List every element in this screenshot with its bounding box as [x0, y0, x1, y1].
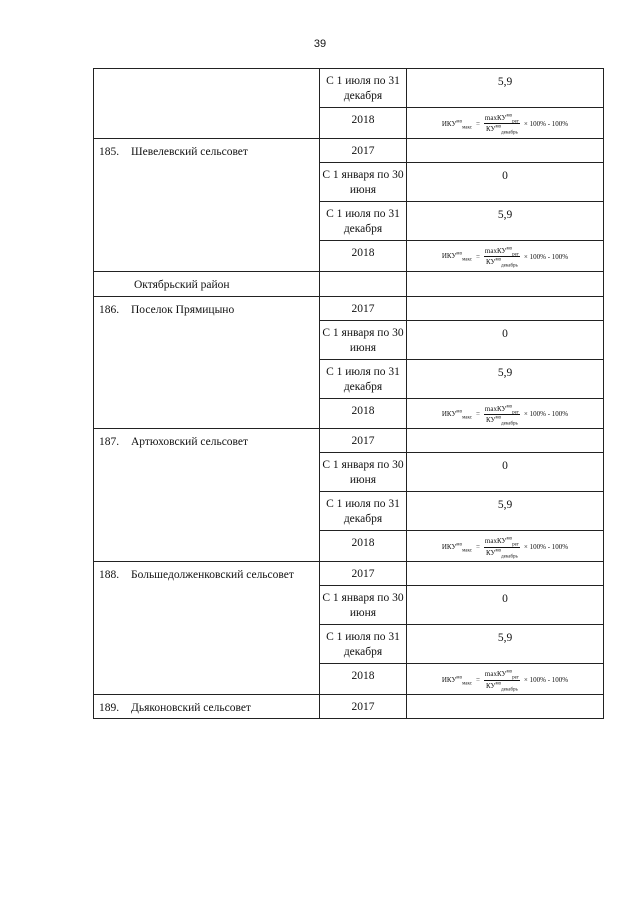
formula-eq	[476, 253, 480, 261]
formula-cell	[407, 531, 604, 562]
value-cell: 0	[407, 320, 604, 359]
formula-lhs	[441, 119, 472, 131]
formula-cell	[407, 240, 604, 271]
year-cell: 2017	[320, 562, 407, 586]
formula-text: КУ	[486, 258, 496, 267]
formula-text: =	[475, 676, 480, 685]
formula-denominator	[485, 548, 519, 560]
value-cell: 5,9	[407, 625, 604, 664]
formula-cell	[407, 664, 604, 695]
year-cell: 2017	[320, 138, 407, 162]
formula-sub: макс	[462, 415, 472, 421]
value-cell: 0	[407, 453, 604, 492]
formula-sub: рег	[512, 675, 519, 681]
formula-text: =	[475, 119, 480, 128]
formula-denominator	[485, 415, 519, 427]
value-cell	[407, 429, 604, 453]
formula-sup: мо	[495, 681, 502, 687]
formula-text: ИКУ	[441, 543, 457, 552]
formula-eq	[476, 410, 480, 418]
formula-text: КУ	[486, 548, 496, 557]
formula-rhs: × 100% - 100%	[523, 252, 569, 261]
formula-text: ИКУ	[441, 119, 457, 128]
formula-lhs	[441, 675, 472, 687]
formula-numerator	[484, 537, 520, 547]
formula-text: ИКУ	[441, 675, 457, 684]
table-row	[94, 138, 604, 162]
formula-sub: декабрь	[501, 130, 518, 136]
formula	[409, 247, 601, 267]
formula-numerator	[484, 670, 520, 680]
formula-rhs: × 100% - 100%	[523, 119, 569, 128]
formula-sub: рег	[512, 409, 519, 415]
value-cell: 0	[407, 162, 604, 201]
formula-eq	[476, 543, 480, 551]
year-cell: 2018	[320, 240, 407, 271]
row-number: 186.	[99, 303, 120, 316]
district-heading: Октябрьский район	[94, 271, 320, 296]
period-cell: С 1 июля по 31 декабря	[320, 69, 407, 108]
formula-denominator	[485, 257, 519, 269]
formula-numerator	[484, 114, 520, 124]
formula-sup: мо	[495, 415, 502, 421]
empty-cell	[407, 271, 604, 296]
formula-sup: мо	[456, 252, 463, 258]
formula-rhs: × 100% - 100%	[523, 543, 569, 552]
formula-numerator	[484, 405, 520, 415]
formula-text: maxКУ	[484, 404, 507, 413]
settlement-name-cell	[94, 429, 320, 562]
year-cell: 2017	[320, 429, 407, 453]
formula-text: КУ	[486, 681, 496, 690]
formula-sup: мо	[456, 542, 463, 548]
formula-sup: мо	[506, 669, 513, 675]
formula-text: =	[475, 543, 480, 552]
formula-sup: мо	[506, 246, 513, 252]
formula-sub: декабрь	[501, 686, 518, 692]
year-cell: 2018	[320, 108, 407, 139]
year-cell: 2018	[320, 531, 407, 562]
value-cell	[407, 296, 604, 320]
formula-text: maxКУ	[484, 246, 507, 255]
settlement-name: Большедолженковский сельсовет	[131, 569, 294, 582]
formula	[409, 405, 601, 425]
table-row	[94, 271, 604, 296]
formula-sub: макс	[462, 257, 472, 263]
formula-fraction	[484, 405, 520, 425]
formula-cell	[407, 108, 604, 139]
formula-denominator	[485, 681, 519, 690]
table-row	[94, 429, 604, 453]
formula-sup: мо	[495, 548, 502, 554]
formula-sub: рег	[512, 252, 519, 258]
settlement-name: Дьяконовский сельсовет	[131, 701, 251, 714]
year-cell: 2017	[320, 694, 407, 718]
formula-text: ИКУ	[441, 410, 457, 419]
settlement-name-cell	[94, 694, 320, 718]
formula-sub: декабрь	[501, 554, 518, 560]
formula	[409, 670, 601, 690]
formula-text: maxКУ	[484, 114, 507, 122]
row-number: 188.	[99, 569, 120, 582]
value-cell	[407, 138, 604, 162]
formula-sup: мо	[495, 257, 502, 263]
tariff-table	[93, 68, 604, 719]
formula-lhs	[441, 542, 472, 554]
settlement-name: Артюховский сельсовет	[131, 436, 249, 449]
formula-sup: мо	[506, 113, 513, 119]
settlement-name-cell	[94, 296, 320, 429]
period-cell: С 1 января по 30 июня	[320, 453, 407, 492]
formula-numerator	[484, 247, 520, 257]
formula-eq	[476, 120, 480, 128]
formula-lhs	[441, 252, 472, 263]
name-cell-continued	[94, 69, 320, 139]
value-cell	[407, 562, 604, 586]
formula-sup: мо	[495, 125, 502, 131]
formula-sub: рег	[512, 119, 519, 125]
formula-eq	[476, 676, 480, 684]
formula-fraction	[484, 670, 520, 690]
formula-sub: макс	[462, 548, 472, 554]
formula-sub: рег	[512, 542, 519, 548]
row-number: 189.	[99, 701, 120, 714]
settlement-name: Поселок Прямицыно	[131, 303, 235, 316]
formula-fraction	[484, 537, 520, 560]
period-cell: С 1 июля по 31 декабря	[320, 359, 407, 398]
value-cell: 5,9	[407, 201, 604, 240]
period-cell: С 1 января по 30 июня	[320, 586, 407, 625]
formula-text: =	[475, 410, 480, 419]
formula-sup: мо	[506, 404, 513, 410]
period-cell: С 1 июля по 31 декабря	[320, 492, 407, 531]
row-number: 187.	[99, 436, 120, 449]
formula-sup: мо	[506, 537, 513, 543]
settlement-name-cell	[94, 138, 320, 271]
formula-text: =	[475, 252, 480, 261]
period-cell: С 1 января по 30 июня	[320, 162, 407, 201]
settlement-name-cell	[94, 562, 320, 695]
table-row	[94, 694, 604, 718]
page-number: 39	[313, 38, 327, 50]
formula-cell	[407, 398, 604, 429]
year-cell: 2018	[320, 398, 407, 429]
value-cell: 5,9	[407, 492, 604, 531]
formula-lhs	[441, 409, 472, 421]
formula-text: КУ	[486, 415, 496, 424]
formula-sub: декабрь	[501, 263, 518, 269]
period-cell: С 1 июля по 31 декабря	[320, 625, 407, 664]
formula-rhs: × 100% - 100%	[523, 676, 569, 685]
year-cell: 2017	[320, 296, 407, 320]
table-row	[94, 69, 604, 108]
formula-text: maxКУ	[484, 537, 507, 546]
table-row	[94, 562, 604, 586]
row-number: 185.	[99, 145, 120, 158]
formula	[409, 114, 601, 134]
value-cell	[407, 694, 604, 718]
empty-cell	[320, 271, 407, 296]
formula-fraction	[484, 114, 520, 134]
formula-fraction	[484, 247, 520, 267]
formula-denominator	[485, 124, 519, 136]
value-cell: 0	[407, 586, 604, 625]
formula-sup: мо	[456, 675, 463, 681]
formula-text: ИКУ	[441, 252, 457, 261]
period-cell: С 1 июля по 31 декабря	[320, 201, 407, 240]
value-cell: 5,9	[407, 69, 604, 108]
formula-text: maxКУ	[484, 670, 507, 679]
formula-sup: мо	[456, 119, 463, 125]
formula-sub: макс	[462, 681, 472, 687]
period-cell: С 1 января по 30 июня	[320, 320, 407, 359]
settlement-name: Шевелевский сельсовет	[131, 145, 248, 158]
value-cell: 5,9	[407, 359, 604, 398]
formula-sub: декабрь	[501, 421, 518, 427]
formula-sub: макс	[462, 125, 472, 131]
table-row	[94, 296, 604, 320]
formula-text: КУ	[486, 125, 496, 134]
formula	[409, 537, 601, 560]
formula-sup: мо	[456, 409, 463, 415]
formula-rhs: × 100% - 100%	[523, 410, 569, 419]
year-cell: 2018	[320, 664, 407, 695]
